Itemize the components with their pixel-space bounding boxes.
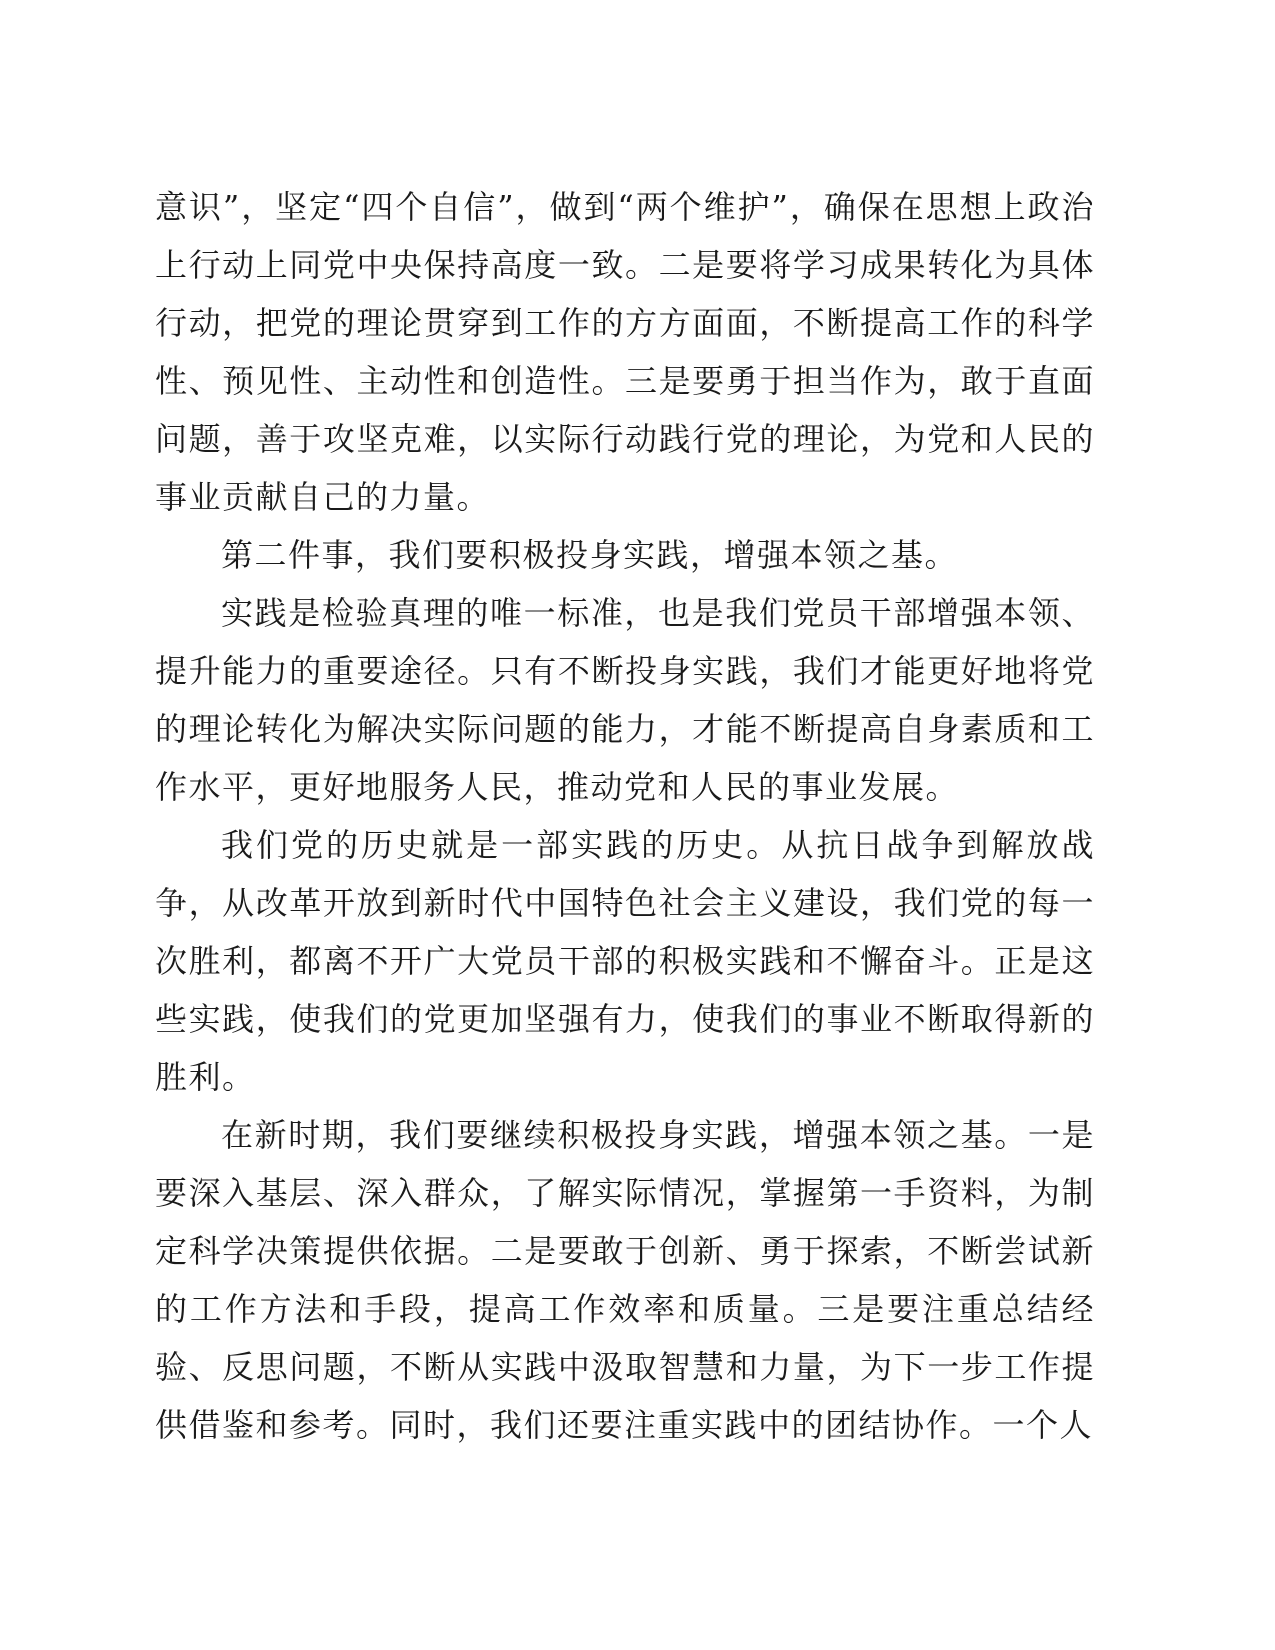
paragraph-continued: 意识”，坚定“四个自信”，做到“两个维护”，确保在思想上政治上行动上同党中央保持高度一致。二是要将学习成果转化为具体行动，把党的理论贯穿到工作的方方面面，不断提高工作的科学性、预见性、主动性和创造性。三是要勇于担当作为，敢于直面问题，善于攻坚克难，以实际行动践行党的理论，为党和人民的事业贡献自己的力量。 bbox=[155, 188, 1095, 516]
body-text bbox=[155, 178, 1095, 1454]
paragraph-heading-second-task: 第二件事，我们要积极投身实践，增强本领之基。 bbox=[221, 536, 959, 574]
paragraph-new-era: 在新时期，我们要继续积极投身实践，增强本领之基。一是要深入基层、深入群众，了解实际情况，掌握第一手资料，为制定科学决策提供依据。二是要敢于创新、勇于探索，不断尝试新的工作方法和手段，提高工作效率和质量。三是要注重总结经验、反思问题，不断从实践中汲取智慧和力量，为下一步工作提供借鉴和参考。同时，我们还要注重实践中的团结协作。一个人 bbox=[155, 1116, 1095, 1444]
paragraph-practice-standard: 实践是检验真理的唯一标准，也是我们党员干部增强本领、提升能力的重要途径。只有不断投身实践，我们才能更好地将党的理论转化为解决实际问题的能力，才能不断提高自身素质和工作水平，更好地服务人民，推动党和人民的事业发展。 bbox=[155, 594, 1095, 806]
paragraph-party-history: 我们党的历史就是一部实践的历史。从抗日战争到解放战争，从改革开放到新时代中国特色社会主义建设，我们党的每一次胜利，都离不开广大党员干部的积极实践和不懈奋斗。正是这些实践，使我们的党更加坚强有力，使我们的事业不断取得新的胜利。 bbox=[155, 826, 1095, 1096]
